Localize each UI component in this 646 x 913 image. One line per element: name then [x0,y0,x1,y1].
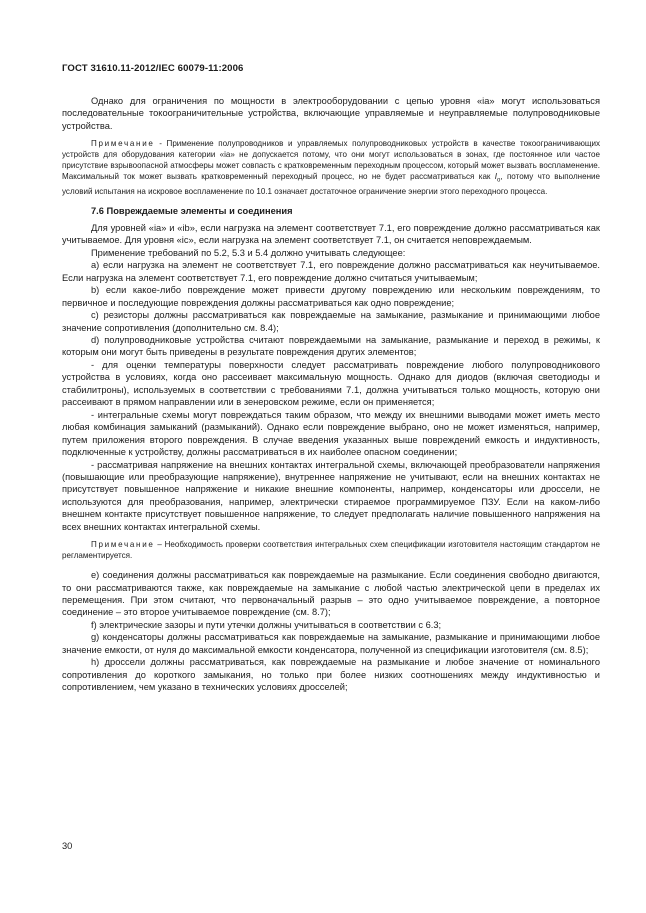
note-1-symbol: I [494,172,498,182]
note-1-subscript: o [497,177,501,184]
paragraphs-group-b [62,569,600,694]
page-number: 30 [62,841,73,851]
note-2 [62,540,600,562]
dash-item: - интегральные схемы могут повреждаться таким образом, что между их внешними выводами может иметь место любая комбинация замыканий (размыканий). Однако если повреждение выбрано, оно не может изменяться, например, путем приложения второго повреждения. В случае введения указанных выше повреждений емкость и индуктивность, подключенные к устройству, должны рассматриваться в их наиболее опасном соединении; [62,409,600,458]
note-1 [62,139,600,197]
note-1-label: Примечание [91,139,155,149]
list-item-e: e) соединения должны рассматриваться как повреждаемые на размыкание. Если соединения свободно двигаются, то они рассматриваются также, как повреждаемые на замыкание с любой частью электрической цепи в пределах их перемещения. При этом считают, что первоначальный разрыв – это одно учитываемое повреждение, а повторное соединение – это второе учитываемое повреждение (см. 8.7); [62,570,600,618]
paragraph: Применение требований по 5.2, 5.3 и 5.4 должно учитывать следующее: [91,247,406,258]
dash-item: - рассматривая напряжение на внешних контактах интегральной схемы, включающей преобразователи напряжения (повышающие или преобразующие напряжение), внутреннее напряжение не учитывают, если на внешних контактах не присутствует повышенное напряжение и никакие внешние компоненты, например, конденсаторы или дроссели, не используются для преобразования, например, электрически стираемое программируемое ПЗУ. Если на каком-либо внешнем контакте присутствует повышенное напряжение, то следует предполагать наличие повышенного напряжения на всех внешних контактах интегральной схемы. [62,459,600,532]
list-item-c: c) резисторы должны рассматриваться как повреждаемые на замыкание, размыкание и принимающими любое значение сопротивления (дополнительно см. 8.4); [62,310,600,333]
note-1-text-end: , потому что выполнение условий испытания на искровое воспламенение по 10.1 означает достаточное ограничение энергии этого переходного процесса. [62,172,600,196]
page-content [62,95,600,694]
list-item-f: f) электрические зазоры и пути утечки должны учитываться в соответствии с 6.3; [91,619,442,630]
list-item-b: b) если какое-либо повреждение может привести другому повреждению или нескольким повреждениям, то первичное и последующие повреждения должны рассматриваться как одно повреждение; [62,285,600,308]
dash-item: - для оценки температуры поверхности следует рассматривать повреждение любого полупроводникового устройства в условиях, когда оно рассеивает максимальную мощность. Однако для диодов (включая светодиоды и стабилитроны), используемых в соответствии с требованиями 7.1, должна учитываться только мощность, которую они рассеивают в прямом направлении или в зенеровском режиме, если он применяется; [62,359,600,408]
section-heading: 7.6 Повреждаемые элементы и соединения [91,205,293,216]
list-item-h: h) дроссели должны рассматриваться, как повреждаемые на размыкание и любое значение от номинального сопротивления до короткого замыкания, но только при более низких соотношениях между индуктивностью и сопротивлением, чем указано в технических условиях дросселей; [62,657,600,693]
note-2-label: Примечание [91,540,155,550]
list-item-g: g) конденсаторы должны рассматриваться как повреждаемые на замыкание, размыкание и принимающими любое значение емкости, от нуля до максимальной емкости конденсатора, полученной из спецификации изготовителя (см. 8.5); [62,632,600,655]
page-header: ГОСТ 31610.11-2012/IEC 60079-11:2006 [62,63,244,74]
intro-paragraph: Однако для ограничения по мощности в электрооборудовании с цепью уровня «ia» могут использоваться последовательные токоограничительные устройства, включающие управляемые и неуправляемые полупроводниковые устройства. [62,96,600,131]
note-2-text: – Необходимость проверки соответствия интегральных схем спецификации изготовителя настоящим стандартом не регламентируется. [62,540,600,561]
list-item-d: d) полупроводниковые устройства считают повреждаемыми на замыкание, размыкание и переход в режимы, к которым они могут быть приведены в результате повреждения других элементов; [62,335,600,358]
paragraph: Для уровней «ia» и «ib», если нагрузка на элемент соответствует 7.1, его повреждение должно рассматриваться как учитываемое. Для уровня «ic», если нагрузка на элемент соответствует 7.1, он считается неповреждаемым. [62,222,600,246]
paragraphs-group-a [62,222,600,533]
note-1-text: - Применение полупроводников и управляемых полупроводниковых устройств в качестве токоограничивающих устройств для оборудования категории «ia» не допускается потому, что они могут использоваться в зонах, где постоянное или частое присутствие взрывоопасной атмосферы может совпасть с кратковременным переходным процессом, который может вызвать воспламенение. Максимальный ток может вызвать кратковременный переходный процесс, но не будет рассматриваться как [62,139,600,182]
list-item-a: a) если нагрузка на элемент не соответствует 7.1, его повреждение должно рассматриваться как неучитываемое. Если нагрузка на элемент соответствует 7.1, его повреждение должно считаться учитываемым; [62,260,600,283]
